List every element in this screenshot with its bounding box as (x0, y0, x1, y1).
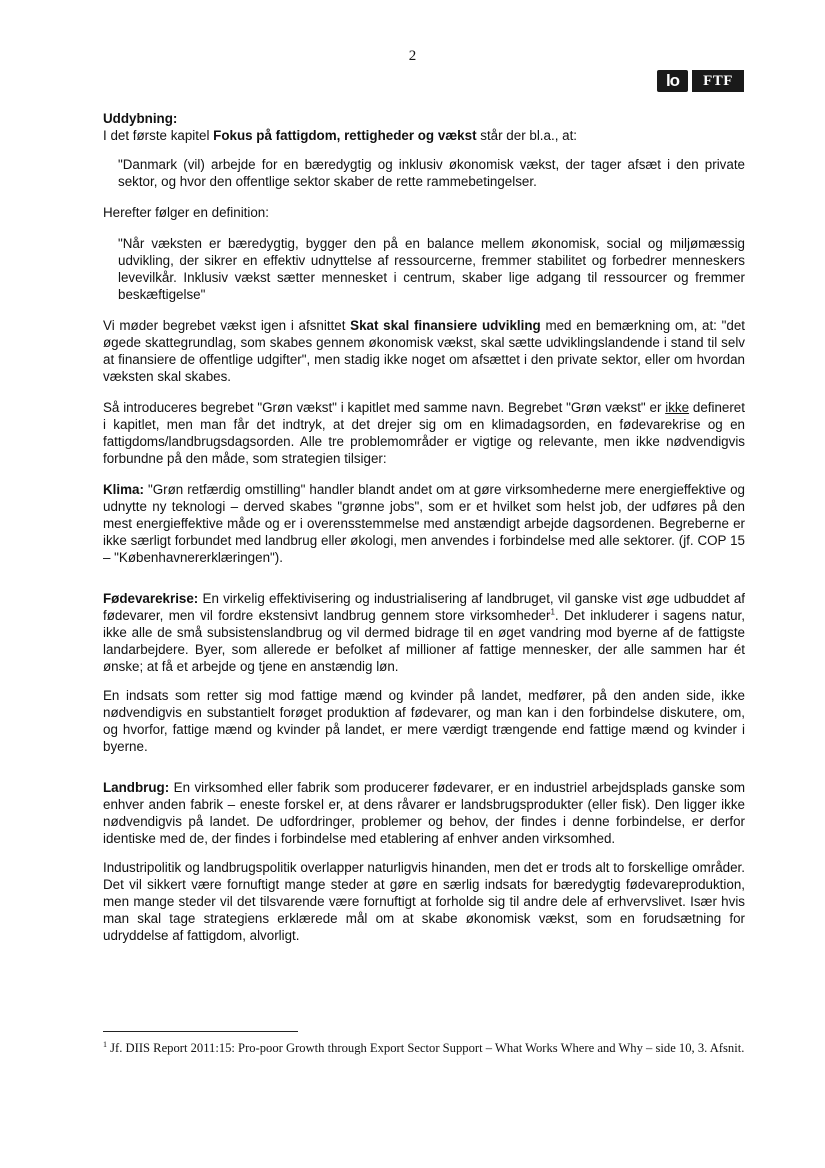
quote-danmark: "Danmark (vil) arbejde for en bæredygtig og inklusiv økonomisk vækst, der tager afsæt i den private sektor, og hvor den offentlige sektor skaber de rette rammebetingelser. (118, 157, 745, 189)
intro-paragraph: I det første kapitel Fokus på fattigdom, rettigheder og vækst står der bl.a., at: (103, 128, 578, 143)
landbrug-paragraph-2: Industripolitik og landbrugspolitik overlapper naturligvis hinanden, men det er trods alt to forskellige områder. Det vil sikkert være fornuftigt mange steder at gøre en særlig indsats for bæredygtig fødevareproduktion, men mange steder vil det tilsvarende være fornuftigt at forholde sig til andre dele af erhvervslivet. Især hvis man skal tage strategiens erklærede mål om at skabe økonomisk vækst, som en forudsætning for udryddelse af fattigdom, alvorligt. (103, 860, 745, 943)
foedevarekrise-paragraph-2: En indsats som retter sig mod fattige mænd og kvinder på landet, medfører, på den anden side, ikke nødvendigvis en substantielt forøget produktion af fødevarer, og man kan i den forbindelse diskutere, om, og hvorfor, fattige mænd og kvinder på landet, er mere værdigt trængende end fattige mænd og kvinder i byerne. (103, 688, 745, 754)
definition-intro: Herefter følger en definition: (103, 205, 269, 220)
klima-paragraph: Klima: "Grøn retfærdig omstilling" handler blandt andet om at gøre virksomhederne mere energieffektive og udnytte ny teknologi – derved skabes "grønne jobs", som er et hvilket som helst job, der udføres på den mest energieffektive måde og er i overensstemmelse med anstændigt arbejde dagsordenen. Begreberne er ikke særligt forbundet med landbrug eller økologi, men anvendes i forbindelse med alle sektorer. (jf. COP 15 – "Københavnererklæringen"). (103, 482, 745, 565)
footnote-marker: 1 (103, 1039, 107, 1049)
groen-vaekst-paragraph: Så introduceres begrebet "Grøn vækst" i kapitlet med samme navn. Begrebet "Grøn vækst" er ikke defineret i kapitlet, men man får det indtryk, at det drejer sig om en klimadagsorden, en fødevarekrise og en fattigdoms/landbrugsdagsorden. Alle tre problemområder er vigtige og relevante, men ikke nødvendigvis forbundne på den måde, som strategien tilsiger: (103, 400, 745, 466)
lo-logo: lo (657, 70, 688, 92)
section-heading: Uddybning: (103, 111, 178, 126)
landbrug-paragraph: Landbrug: En virksomhed eller fabrik som producerer fødevarer, er en industriel arbejdsplads ganske som enhver anden fabrik – eneste forskel er, at dens råvarer er landsbrugsprodukter (eller fisk). Den ligger ikke nødvendigvis på landet. De udfordringer, problemer og behov, der findes i denne forbindelse, er derfor identiske med de, der findes i forbindelse med etablering af enhver anden virksomhed. (103, 780, 745, 846)
page-number: 2 (408, 48, 417, 64)
footnote: $^1$ Jf. DIIS Report 2011:15: Pro-poor Growth through Export Sector Support – What Works Where and Why – side 10, 3. Afsnit. (103, 1039, 745, 1055)
ftf-logo: FTF (692, 70, 744, 92)
logos (657, 70, 744, 92)
skat-paragraph: Vi møder begrebet vækst igen i afsnittet Skat skal finansiere udvikling med en bemærkning om, at: "det øgede skattegrundlag, som skabes gennem økonomisk vækst, skal sætte udviklingslandende i stand til selv at finansiere de offentlige udgifter", men stadig ikke noget om afsættet i den private sektor, eller om hvordan væksten skal skabes. (103, 318, 745, 384)
foedevarekrise-label: Fødevarekrise: (103, 591, 199, 606)
quote-definition: "Når væksten er bæredygtig, bygger den på en balance mellem økonomisk, social og miljømæssig udvikling, der sikrer en effektiv udnyttelse af ressourcerne, fremmer stabilitet og forbedrer menneskers levevilkår. Inklusiv vækst sætter mennesket i centrum, skaber lige adgang til ressourcer og fremmer beskæftigelse" (118, 236, 745, 302)
klima-label: Klima: (103, 482, 144, 497)
foedevarekrise-paragraph: Fødevarekrise: En virkelig effektivisering og industrialisering af landbruget, vil ganske vist øge udbuddet af fødevarer, men vil fordre ekstensivt landbrug gennem store virksomheder$^1$. Det inkluderer i sagens natur, ikke alle de små subsistenslandbrug og vil dermed bidrage til en øget vandring mod byerne af de fattigste landarbejdere. Byer, som allerede er befolket af millioner af fattige mennesker, der alle sammen har ét ønske; at få et arbejde og tjene en anstændig løn. (103, 591, 745, 674)
footnote-divider (103, 1031, 298, 1032)
document-body (103, 110, 745, 944)
landbrug-label: Landbrug: (103, 780, 170, 795)
footnote-reference: 1 (550, 607, 555, 617)
